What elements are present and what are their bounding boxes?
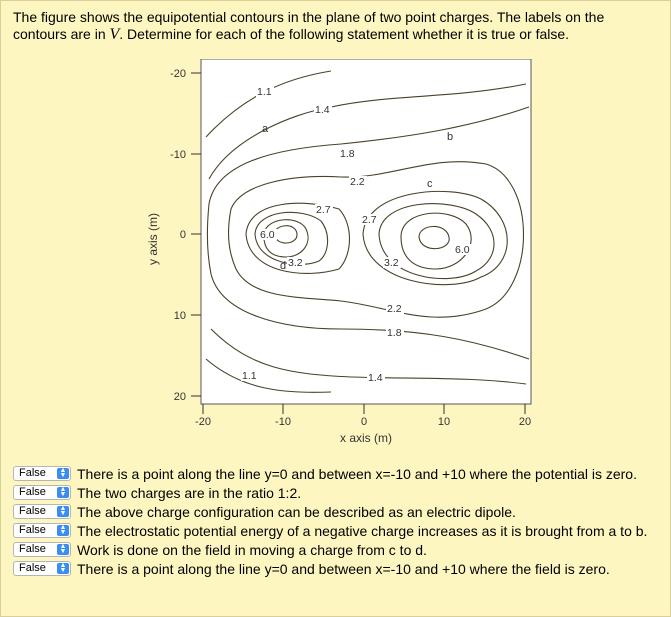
contour-label: 1.4 [315, 104, 330, 116]
contour-label: 1.8 [387, 327, 402, 339]
statement-row [13, 503, 663, 521]
y-tick-label: -10 [170, 149, 186, 161]
question-part2: . Determine for each of the following statement whether it is true or false. [119, 26, 570, 42]
contour-plot [131, 59, 551, 449]
contour-label: 6.0 [260, 229, 275, 241]
contour-label: 1.8 [340, 148, 355, 160]
contour-label: 2.2 [387, 303, 402, 315]
true-false-select[interactable] [13, 561, 71, 576]
statement-row [13, 484, 663, 502]
statement-text: The above charge configuration can be described as an electric dipole. [77, 504, 516, 520]
x-tick-labels [195, 416, 531, 428]
contour-label: 3.2 [288, 257, 303, 269]
statement-text: There is a point along the line y=0 and between x=-10 and +10 where the potential is zero. [77, 466, 637, 482]
contour-label: 2.7 [316, 204, 331, 216]
x-tick-label: 0 [360, 416, 368, 428]
point-label-b: b [447, 131, 454, 143]
select-arrows-icon: ▲ ▼ [57, 563, 69, 574]
plot-area [201, 59, 531, 404]
question-part1: The figure shows the equipotential contours in the plane of two point charges. The labels on the contours are in [13, 9, 605, 42]
select-arrows-icon: ▲ ▼ [57, 525, 69, 536]
point-label-a: a [262, 123, 269, 135]
x-axis-title: x axis (m) [340, 431, 392, 445]
true-false-select[interactable] [13, 504, 71, 519]
select-arrows-icon: ▲ ▼ [57, 487, 69, 498]
point-label-d: d [280, 260, 287, 272]
statement-row [13, 560, 663, 578]
true-false-select[interactable] [13, 466, 71, 481]
true-false-select[interactable] [13, 485, 71, 500]
contour-label: 2.7 [362, 214, 377, 226]
y-tick-label: -20 [170, 68, 186, 80]
statement-text: The electrostatic potential energy of a negative charge increases as it is brought from a to b. [77, 523, 648, 539]
x-tick-label: 10 [437, 416, 451, 428]
contour-svg [131, 59, 551, 449]
true-false-select[interactable] [13, 523, 71, 538]
contour-label: 1.1 [242, 370, 257, 382]
x-tick-label: -10 [275, 416, 291, 428]
contour-label: 2.2 [350, 176, 365, 188]
statement-text: Work is done on the field in moving a charge from c to d. [77, 542, 427, 558]
select-arrows-icon: ▲ ▼ [57, 544, 69, 555]
statement-text: There is a point along the line y=0 and between x=-10 and +10 where the field is zero. [77, 561, 610, 577]
select-value: False [19, 524, 46, 536]
true-false-select[interactable] [13, 542, 71, 557]
select-arrows-icon: ▲ ▼ [57, 468, 69, 479]
select-value: False [19, 505, 46, 517]
y-tick-label: 20 [173, 391, 186, 403]
contour-label: 3.2 [384, 257, 399, 269]
statement-text: The two charges are in the ratio 1:2. [77, 485, 302, 501]
select-arrows-icon: ▲ ▼ [57, 506, 69, 517]
y-tick-label: 10 [173, 310, 186, 322]
select-value: False [19, 562, 46, 574]
question-unit: V [109, 26, 120, 43]
select-value: False [19, 486, 46, 498]
statement-row [13, 522, 663, 540]
question-text [13, 9, 653, 43]
statement-list [13, 465, 663, 579]
y-tick-labels [170, 68, 186, 403]
x-tick-label: -20 [195, 416, 211, 428]
statement-row [13, 465, 663, 483]
statement-row [13, 541, 663, 559]
y-tick-label: 0 [179, 229, 186, 241]
select-value: False [19, 543, 46, 555]
contour-label: 6.0 [455, 244, 470, 256]
y-axis-title: y axis (m) [146, 213, 160, 265]
contour-label: 1.4 [368, 372, 383, 384]
x-tick-label: 20 [518, 416, 532, 428]
contour-label: 1.1 [257, 86, 272, 98]
select-value: False [19, 467, 46, 479]
point-label-c: c [427, 178, 433, 190]
